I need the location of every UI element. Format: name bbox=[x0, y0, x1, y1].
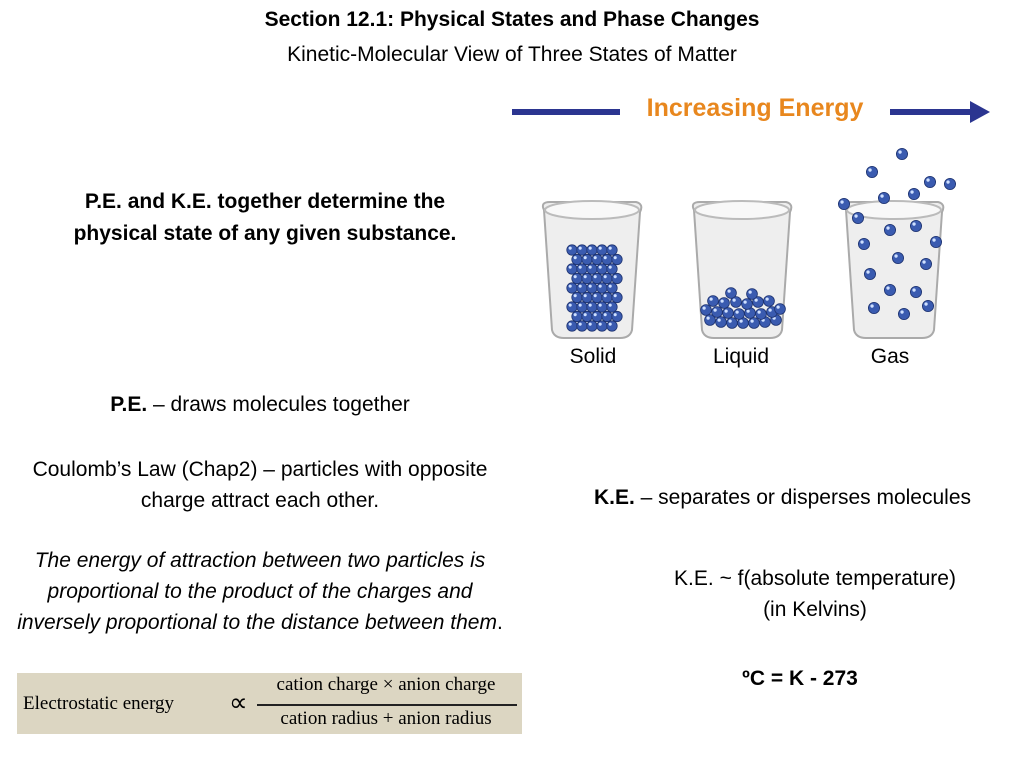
molecule bbox=[597, 283, 607, 293]
molecule bbox=[582, 311, 592, 321]
coulomb-law-text: Coulomb’s Law (Chap2) – particles with opposite charge attract each other. bbox=[32, 458, 488, 512]
molecule bbox=[764, 296, 775, 307]
molecule-highlight bbox=[614, 294, 617, 297]
molecule-highlight bbox=[748, 290, 751, 293]
molecule bbox=[920, 258, 931, 269]
molecule bbox=[572, 254, 582, 264]
molecule bbox=[858, 238, 869, 249]
molecule-highlight bbox=[946, 180, 949, 183]
solid-molecules bbox=[567, 245, 622, 331]
molecule bbox=[944, 178, 955, 189]
molecule-highlight bbox=[574, 275, 577, 278]
fraction-bar bbox=[257, 704, 517, 706]
pe-desc: – draws molecules together bbox=[147, 393, 410, 416]
molecule bbox=[742, 299, 753, 310]
molecule-highlight bbox=[599, 247, 602, 250]
molecule-highlight bbox=[569, 285, 572, 288]
molecule-highlight bbox=[717, 318, 720, 321]
molecule bbox=[587, 245, 597, 255]
molecule bbox=[866, 166, 877, 177]
molecule-highlight bbox=[910, 190, 913, 193]
molecule bbox=[592, 273, 602, 283]
molecule-highlight bbox=[724, 309, 727, 312]
molecule bbox=[924, 176, 935, 187]
molecule-highlight bbox=[922, 260, 925, 263]
molecule-highlight bbox=[589, 247, 592, 250]
molecule bbox=[592, 311, 602, 321]
molecule bbox=[602, 254, 612, 264]
molecule-highlight bbox=[713, 308, 716, 311]
molecule-highlight bbox=[589, 323, 592, 326]
attraction-period: . bbox=[496, 611, 503, 634]
molecule-highlight bbox=[727, 289, 730, 292]
molecule bbox=[884, 284, 895, 295]
energy-arrow-right-bar bbox=[890, 109, 978, 115]
molecule-highlight bbox=[757, 310, 760, 313]
energy-arrow-left-bar bbox=[512, 109, 620, 115]
molecule bbox=[898, 308, 909, 319]
molecule-highlight bbox=[840, 200, 843, 203]
molecule bbox=[930, 236, 941, 247]
molecule bbox=[756, 309, 767, 320]
ke-function-line2: (in Kelvins) bbox=[763, 598, 867, 621]
molecule bbox=[567, 264, 577, 274]
molecule bbox=[607, 321, 617, 331]
ke-term: K.E. bbox=[593, 486, 635, 509]
solid-beaker-icon bbox=[536, 192, 648, 342]
molecule bbox=[612, 292, 622, 302]
molecule bbox=[567, 283, 577, 293]
molecule-highlight bbox=[854, 214, 857, 217]
molecule bbox=[597, 302, 607, 312]
molecule bbox=[852, 212, 863, 223]
molecule bbox=[577, 264, 587, 274]
molecule bbox=[734, 309, 745, 320]
molecule bbox=[592, 254, 602, 264]
molecule bbox=[607, 302, 617, 312]
molecule-highlight bbox=[728, 319, 731, 322]
molecule-highlight bbox=[599, 266, 602, 269]
molecule bbox=[726, 288, 737, 299]
molecule bbox=[868, 302, 879, 313]
molecule-highlight bbox=[584, 294, 587, 297]
molecule bbox=[908, 188, 919, 199]
molecule bbox=[612, 254, 622, 264]
molecule bbox=[910, 220, 921, 231]
molecule bbox=[577, 245, 587, 255]
molecule-highlight bbox=[735, 310, 738, 313]
molecule-highlight bbox=[599, 285, 602, 288]
molecule bbox=[922, 300, 933, 311]
molecule bbox=[567, 321, 577, 331]
molecule-highlight bbox=[574, 256, 577, 259]
molecule bbox=[884, 224, 895, 235]
molecule-highlight bbox=[599, 304, 602, 307]
molecule-highlight bbox=[609, 266, 612, 269]
molecule-highlight bbox=[594, 313, 597, 316]
molecule-highlight bbox=[886, 286, 889, 289]
molecule-highlight bbox=[768, 308, 771, 311]
molecule bbox=[572, 292, 582, 302]
molecule-highlight bbox=[709, 297, 712, 300]
molecule bbox=[716, 317, 727, 328]
molecule bbox=[602, 311, 612, 321]
formula-lhs: Electrostatic energy bbox=[23, 693, 175, 714]
molecule bbox=[719, 298, 730, 309]
molecule bbox=[602, 292, 612, 302]
molecule-highlight bbox=[898, 150, 901, 153]
molecule-highlight bbox=[569, 266, 572, 269]
molecule-highlight bbox=[750, 319, 753, 322]
molecule bbox=[567, 302, 577, 312]
molecule-highlight bbox=[614, 256, 617, 259]
molecule bbox=[747, 289, 758, 300]
molecule bbox=[597, 245, 607, 255]
molecule-highlight bbox=[604, 313, 607, 316]
molecule bbox=[577, 283, 587, 293]
molecule bbox=[727, 318, 738, 329]
molecule-highlight bbox=[579, 247, 582, 250]
slide-subtitle: Kinetic-Molecular View of Three States of Matter bbox=[287, 43, 737, 66]
liquid-label: Liquid bbox=[712, 345, 770, 368]
molecule-highlight bbox=[614, 313, 617, 316]
ke-description bbox=[545, 486, 1020, 510]
molecule bbox=[592, 292, 602, 302]
molecule-highlight bbox=[924, 302, 927, 305]
molecule-highlight bbox=[574, 313, 577, 316]
solid-label: Solid bbox=[569, 345, 617, 368]
molecule-highlight bbox=[932, 238, 935, 241]
pe-ke-note: P.E. and K.E. together determine the physical state of any given substance. bbox=[73, 190, 457, 245]
molecule-highlight bbox=[776, 305, 779, 308]
molecule-highlight bbox=[579, 304, 582, 307]
ke-function-text bbox=[580, 563, 1024, 625]
molecule-highlight bbox=[569, 304, 572, 307]
molecule-highlight bbox=[609, 304, 612, 307]
molecule-highlight bbox=[589, 285, 592, 288]
formula-denominator: cation radius + anion radius bbox=[280, 708, 492, 729]
molecule-highlight bbox=[579, 323, 582, 326]
molecule bbox=[587, 264, 597, 274]
molecule bbox=[577, 321, 587, 331]
molecule-highlight bbox=[912, 288, 915, 291]
arrow-right-icon bbox=[970, 101, 990, 123]
molecule bbox=[597, 264, 607, 274]
molecule-highlight bbox=[604, 294, 607, 297]
attraction-energy-text bbox=[10, 545, 510, 638]
gas-label: Gas bbox=[870, 345, 910, 368]
molecule-highlight bbox=[594, 275, 597, 278]
slide-title: Section 12.1: Physical States and Phase Changes bbox=[264, 8, 760, 31]
molecule-highlight bbox=[584, 313, 587, 316]
molecule bbox=[896, 148, 907, 159]
molecule bbox=[582, 292, 592, 302]
molecule bbox=[892, 252, 903, 263]
molecule bbox=[577, 302, 587, 312]
molecule-highlight bbox=[912, 222, 915, 225]
molecule-highlight bbox=[732, 298, 735, 301]
molecule-highlight bbox=[900, 310, 903, 313]
molecule-highlight bbox=[765, 297, 768, 300]
molecule-highlight bbox=[584, 275, 587, 278]
pe-description bbox=[20, 393, 500, 417]
molecule bbox=[597, 321, 607, 331]
molecule bbox=[712, 307, 723, 318]
molecule-highlight bbox=[614, 275, 617, 278]
molecule bbox=[701, 305, 712, 316]
molecule-highlight bbox=[894, 254, 897, 257]
molecule-highlight bbox=[589, 304, 592, 307]
molecule bbox=[864, 268, 875, 279]
molecule-highlight bbox=[868, 168, 871, 171]
molecule bbox=[567, 245, 577, 255]
molecule bbox=[602, 273, 612, 283]
molecule-highlight bbox=[860, 240, 863, 243]
molecule-highlight bbox=[926, 178, 929, 181]
molecule bbox=[878, 192, 889, 203]
molecule bbox=[587, 321, 597, 331]
molecule-highlight bbox=[574, 294, 577, 297]
molecule-highlight bbox=[720, 299, 723, 302]
molecule bbox=[775, 304, 786, 315]
molecule-highlight bbox=[886, 226, 889, 229]
formula-numerator: cation charge × anion charge bbox=[276, 674, 496, 695]
molecule bbox=[612, 273, 622, 283]
pe-term: P.E. bbox=[110, 393, 148, 416]
molecule bbox=[607, 264, 617, 274]
molecule bbox=[612, 311, 622, 321]
molecule-highlight bbox=[609, 247, 612, 250]
molecule-highlight bbox=[739, 319, 742, 322]
molecule-highlight bbox=[870, 304, 873, 307]
molecule-highlight bbox=[594, 294, 597, 297]
molecule bbox=[910, 286, 921, 297]
molecule bbox=[708, 296, 719, 307]
molecule-highlight bbox=[579, 266, 582, 269]
gas-beaker-icon bbox=[826, 142, 976, 342]
molecule-highlight bbox=[702, 306, 705, 309]
molecule-highlight bbox=[880, 194, 883, 197]
ke-desc: – separates or disperses molecules bbox=[634, 486, 971, 509]
molecule-highlight bbox=[579, 285, 582, 288]
increasing-energy-label: Increasing Energy bbox=[646, 94, 864, 122]
molecule bbox=[582, 273, 592, 283]
attraction-text: The energy of attraction between two particles is proportional to the product of the charges and inversely proportional to the distance between them bbox=[17, 549, 497, 634]
molecule-highlight bbox=[609, 285, 612, 288]
proportional-symbol: ∝ bbox=[229, 688, 248, 717]
molecule bbox=[723, 308, 734, 319]
liquid-beaker-icon bbox=[686, 192, 798, 342]
molecule-highlight bbox=[743, 300, 746, 303]
molecule-highlight bbox=[866, 270, 869, 273]
molecule-highlight bbox=[599, 323, 602, 326]
molecule-highlight bbox=[609, 323, 612, 326]
molecule bbox=[572, 311, 582, 321]
ke-function-line1: K.E. ~ f(absolute temperature) bbox=[674, 567, 956, 590]
molecule bbox=[572, 273, 582, 283]
electrostatic-energy-formula bbox=[17, 673, 522, 734]
molecule-highlight bbox=[584, 256, 587, 259]
molecule-highlight bbox=[569, 323, 572, 326]
molecule bbox=[838, 198, 849, 209]
molecule bbox=[582, 254, 592, 264]
molecule bbox=[587, 283, 597, 293]
molecule bbox=[587, 302, 597, 312]
molecule bbox=[607, 245, 617, 255]
molecule-highlight bbox=[594, 256, 597, 259]
molecule-highlight bbox=[589, 266, 592, 269]
molecule-highlight bbox=[569, 247, 572, 250]
temperature-conversion: ºC = K - 273 bbox=[742, 667, 858, 690]
molecule-highlight bbox=[604, 275, 607, 278]
molecule bbox=[607, 283, 617, 293]
molecule-highlight bbox=[746, 309, 749, 312]
molecule bbox=[749, 318, 760, 329]
molecule-highlight bbox=[604, 256, 607, 259]
molecule-highlight bbox=[706, 316, 709, 319]
